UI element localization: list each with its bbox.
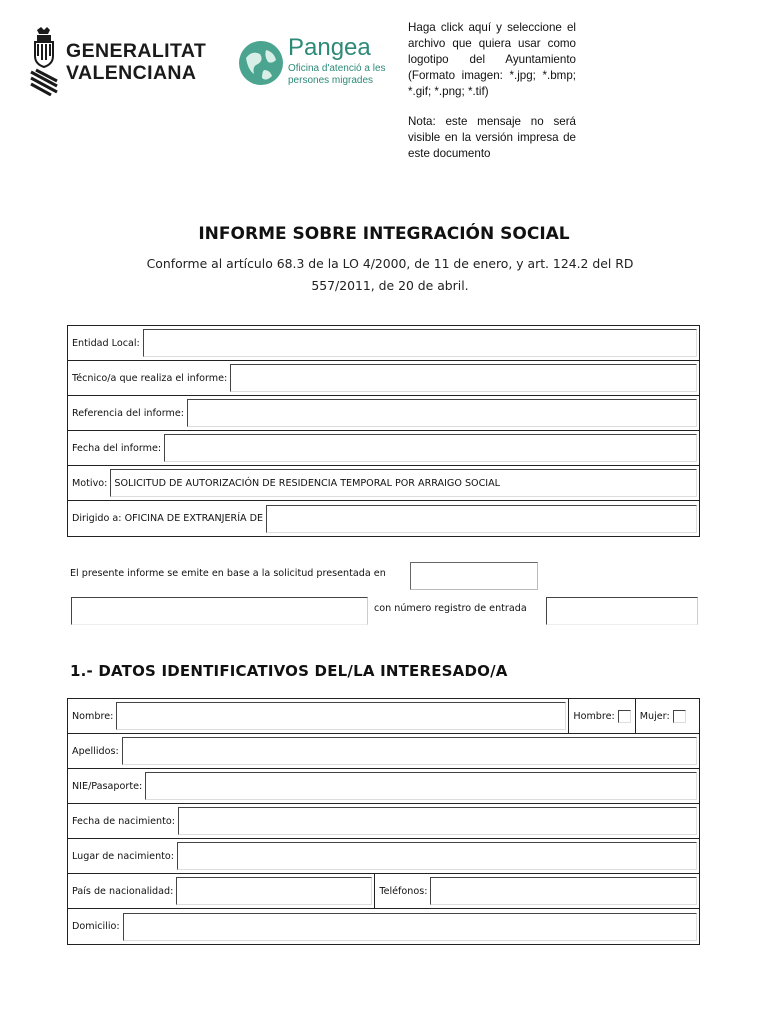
gv-crest-icon [28,26,62,96]
gv-logo-line1: GENERALITAT [66,40,207,62]
domicilio-label: Domicilio: [72,921,120,932]
nacionalidad-label: País de nacionalidad: [72,885,174,897]
fecha-nacimiento-label: Fecha de nacimiento: [72,815,175,827]
emission-place-input[interactable] [410,562,538,590]
hombre-checkbox[interactable] [618,710,631,723]
telefonos-input[interactable] [430,877,697,905]
referencia-input[interactable] [187,399,697,427]
logo-instruction: Haga click aquí y seleccione el archivo que quiera usar como logotipo del Ayuntamiento (Formato imagen: *.jpg; *.bmp; *.gif; *.png; *.tif) [408,21,576,98]
registro-input[interactable] [546,597,698,625]
lugar-nacimiento-input[interactable] [177,842,697,870]
nombre-input[interactable] [116,702,566,730]
tecnico-row [68,361,699,396]
registro-label: con número registro de entrada [374,603,527,614]
tecnico-input[interactable] [230,364,697,392]
motivo-label: Motivo: [72,477,108,489]
entidad-label: Entidad Local: [72,337,140,349]
print-note: Nota: este mensaje no será visible en la versión impresa de este documento [408,115,576,160]
dirigido-label: Dirigido a: OFICINA DE EXTRANJERÍA DE [72,513,264,524]
motivo-input[interactable]: SOLICITUD DE AUTORIZACIÓN DE RESIDENCIA TEMPORAL POR ARRAIGO SOCIAL [110,469,697,497]
pangea-title: Pangea [288,34,371,61]
pangea-subtitle-line2: persones migrades [288,75,374,86]
domicilio-row [68,909,699,944]
apellidos-input[interactable] [122,737,697,765]
mujer-checkbox[interactable] [673,710,686,723]
report-info-table [67,325,700,537]
lugar-nacimiento-row [68,839,699,874]
domicilio-input[interactable] [123,913,697,941]
lugar-nacimiento-label: Lugar de nacimiento: [72,850,175,862]
nie-row [68,769,699,804]
hombre-label: Hombre: [573,710,615,722]
personal-data-table [67,698,700,945]
emission-date-input[interactable] [71,597,368,625]
fecha-nacimiento-row [68,804,699,839]
nacionalidad-input[interactable] [176,877,372,905]
fecha-informe-row [68,431,699,466]
nie-input[interactable] [145,772,697,800]
fecha-nacimiento-input[interactable] [178,807,697,835]
logo-placeholder[interactable] [408,20,576,176]
fecha-informe-label: Fecha del informe: [72,442,162,454]
entidad-row [68,326,699,361]
gv-logo-line2: VALENCIANA [66,62,197,84]
apellidos-label: Apellidos: [72,745,119,757]
apellidos-row [68,734,699,769]
tecnico-label: Técnico/a que realiza el informe: [72,372,228,384]
pangea-logo [236,34,386,94]
entidad-input[interactable] [143,329,697,357]
dirigido-row [68,501,699,536]
generalitat-valenciana-logo [28,26,208,96]
telefonos-label: Teléfonos: [379,885,428,897]
nacionalidad-row [68,874,699,909]
section1-title: 1.- DATOS IDENTIFICATIVOS DEL/LA INTERESADO/A [70,662,508,680]
document-title: INFORME SOBRE INTEGRACIÓN SOCIAL [198,224,570,244]
referencia-label: Referencia del informe: [72,407,184,419]
dirigido-input[interactable] [266,505,697,533]
nie-label: NIE/Pasaporte: [72,780,143,792]
fecha-informe-input[interactable] [164,434,697,462]
pangea-subtitle [288,63,398,87]
motivo-row [68,466,699,501]
pangea-subtitle-line1: Oficina d'atenció a les [288,63,386,74]
nombre-label: Nombre: [72,710,114,722]
globe-icon [238,40,284,86]
emission-sentence: El presente informe se emite en base a la solicitud presentada en [70,568,386,579]
nombre-row [68,699,699,734]
mujer-label: Mujer: [639,710,670,722]
gv-logo-text [66,40,206,84]
referencia-row [68,396,699,431]
document-subtitle: Conforme al artículo 68.3 de la LO 4/2000, de 11 de enero, y art. 124.2 del RD 557/2011, de 20 de abril. [146,256,634,293]
